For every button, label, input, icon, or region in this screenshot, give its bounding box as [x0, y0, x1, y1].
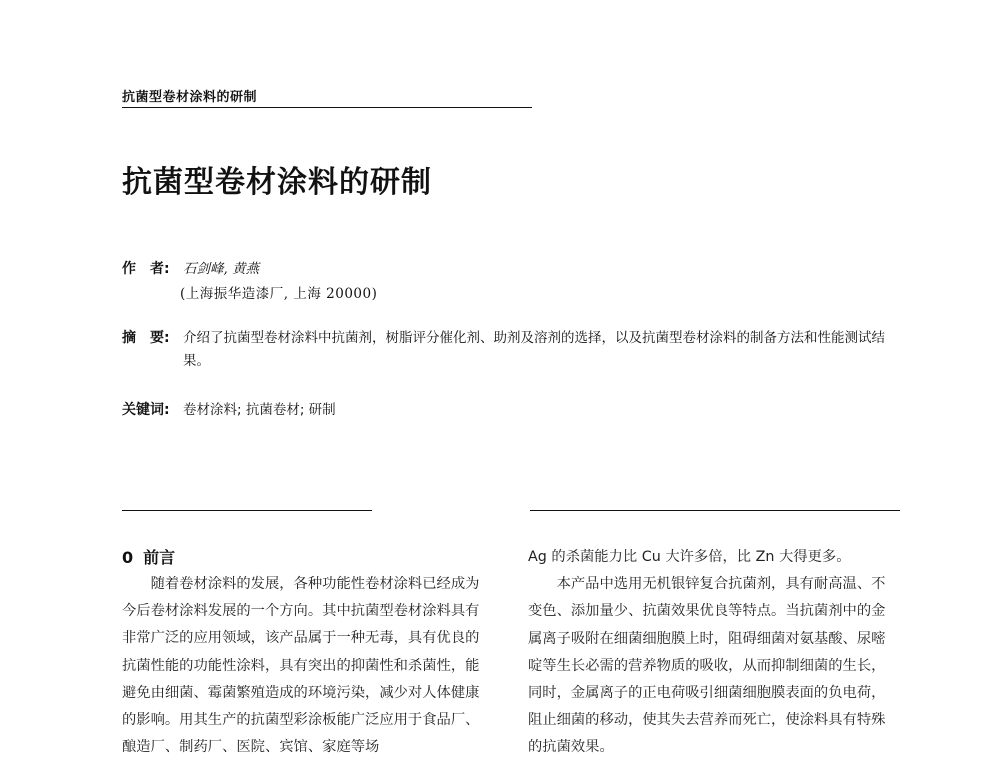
paper-title: 抗菌型卷材涂料的研制 — [122, 165, 432, 200]
author-affiliation: (上海振华造漆厂, 上海 20000) — [180, 286, 378, 302]
right-column — [528, 544, 898, 762]
author-label: 作 者: — [122, 261, 170, 277]
author-names: 石剑峰, 黄燕 — [183, 261, 260, 277]
keywords-text: 卷材涂料; 抗菌卷材; 研制 — [183, 402, 336, 418]
intro-paragraph: 随着卷材涂料的发展，各种功能性卷材涂料已经成为今后卷材涂料发展的一个方向。其中抗菌型卷材涂料具有非常广泛的应用领域，该产品属于一种无毒，具有优良的抗菌性能的功能性涂料，具有突出的抑菌性和杀菌性，能避免由细菌、霉菌繁殖造成的环境污染，减少对人体健康的影响。用其生产的抗菌型彩涂板能广泛应用于食品厂、酿造厂、制药厂、医院、宾馆、家庭等场 — [122, 576, 480, 756]
section-number: 0 — [122, 548, 134, 567]
section-title: 前言 — [143, 548, 176, 567]
section-heading — [122, 544, 492, 571]
running-head: 抗菌型卷材涂料的研制 — [122, 90, 258, 105]
abstract-label: 摘 要: — [122, 330, 170, 346]
antibacterial-paragraph: 本产品中选用无机银锌复合抗菌剂，具有耐高温、不变色、添加量少、抗菌效果优良等特点。当抗菌剂中的金属离子吸附在细菌细胞膜上时，阻碍细菌对氨基酸、尿嘧啶等生长必需的营养物质的吸收，从而抑制细菌的生长，同时，金属离子的正电荷吸引细菌细胞膜表面的负电荷，阻止细菌的移动，使其失去营养而死亡，使涂料具有特殊的抗菌效果。 — [528, 576, 886, 756]
left-column — [122, 544, 492, 761]
running-head-rule — [122, 107, 532, 108]
abstract-text: 介绍了抗菌型卷材涂料中抗菌剂，树脂评分催化剂、助剂及溶剂的选择，以及抗菌型卷材涂料的制备方法和性能测试结果。 — [183, 330, 885, 369]
section-divider-left — [122, 510, 372, 511]
section-divider-right — [530, 510, 900, 511]
keywords-label: 关键词: — [122, 402, 170, 418]
continued-text: Ag 的杀菌能力比 Cu 大许多倍，比 Zn 大得更多。 — [528, 549, 851, 565]
